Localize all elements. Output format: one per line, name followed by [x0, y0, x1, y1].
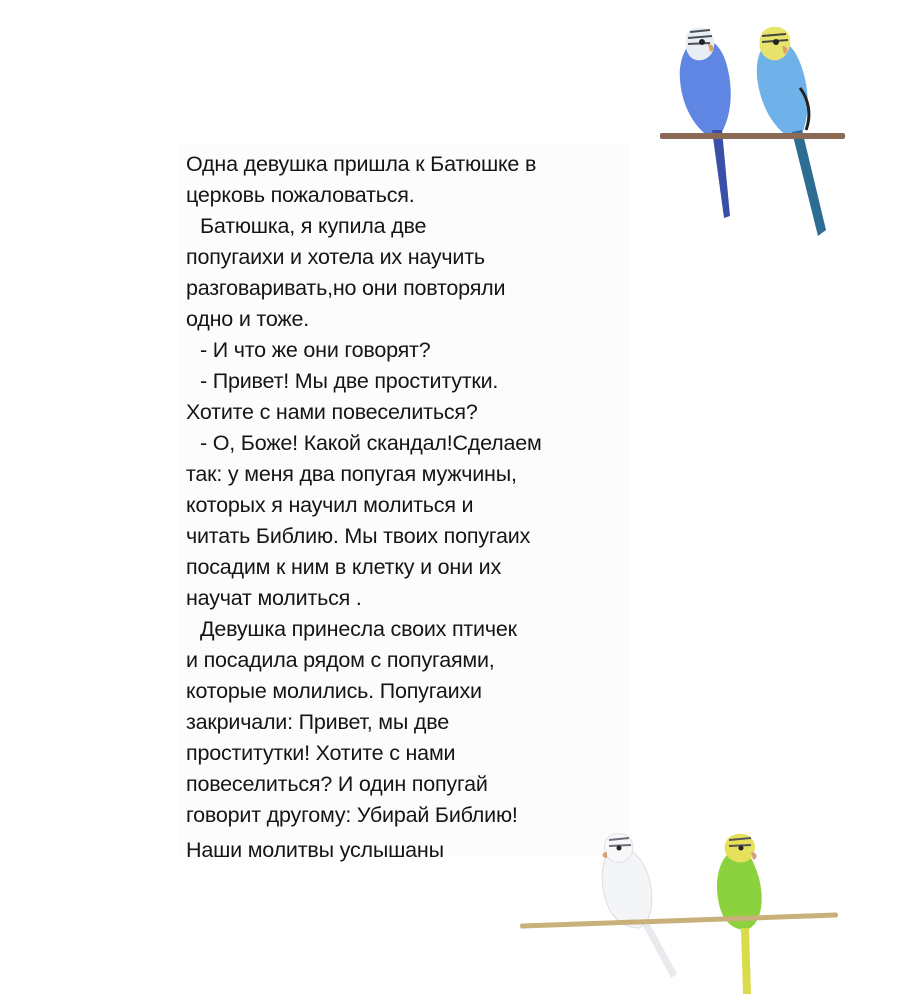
- story-line: посадим к ним в клетку и они их: [186, 555, 502, 579]
- story-line: проститутки! Хотите с нами: [186, 741, 456, 765]
- story-text-block: [178, 145, 630, 862]
- story-line: которых я научил молиться и: [186, 493, 474, 517]
- story-line: говорит другому: Убирай Библию!: [186, 803, 518, 827]
- story-line: так: у меня два попугая мужчины,: [186, 462, 517, 486]
- budgie-icon: [680, 27, 731, 218]
- story-line: повеселиться? И один попугай: [186, 772, 488, 796]
- budgie-icon: [757, 27, 826, 236]
- story-line: закричали: Привет, мы две: [186, 710, 449, 734]
- story-line: которые молились. Попугаихи: [186, 679, 482, 703]
- perch-branch: [660, 133, 845, 139]
- story-line: читать Библию. Мы твоих попугаих: [186, 524, 531, 548]
- top-budgies-illustration: [650, 18, 850, 243]
- budgie-icon: [717, 834, 762, 994]
- story-line: - О, Боже! Какой скандал!Сделаем: [200, 431, 542, 455]
- story-line: - И что же они говорят?: [200, 338, 431, 362]
- story-line: Одна девушка пришла к Батюшке в: [186, 152, 537, 176]
- story-line: и посадила рядом с попугаями,: [186, 648, 495, 672]
- perch-branch: [520, 912, 838, 928]
- story-line: разговаривать,но они повторяли: [186, 276, 506, 300]
- story-line: научат молиться .: [186, 586, 362, 610]
- budgie-icon: [602, 833, 677, 978]
- story-line: Девушка принесла своих птичек: [200, 617, 517, 641]
- story-line: одно и тоже.: [186, 307, 310, 331]
- story-line: попугаихи и хотела их научить: [186, 245, 485, 269]
- story-line: Батюшка, я купила две: [200, 214, 427, 238]
- story-line: Хотите с нами повеселиться?: [186, 400, 478, 424]
- story-line: церковь пожаловаться.: [186, 183, 415, 207]
- story-line: Наши молитвы услышаны: [186, 838, 444, 862]
- bottom-budgies-illustration: [515, 818, 845, 1000]
- story-line: - Привет! Мы две проститутки.: [200, 369, 499, 393]
